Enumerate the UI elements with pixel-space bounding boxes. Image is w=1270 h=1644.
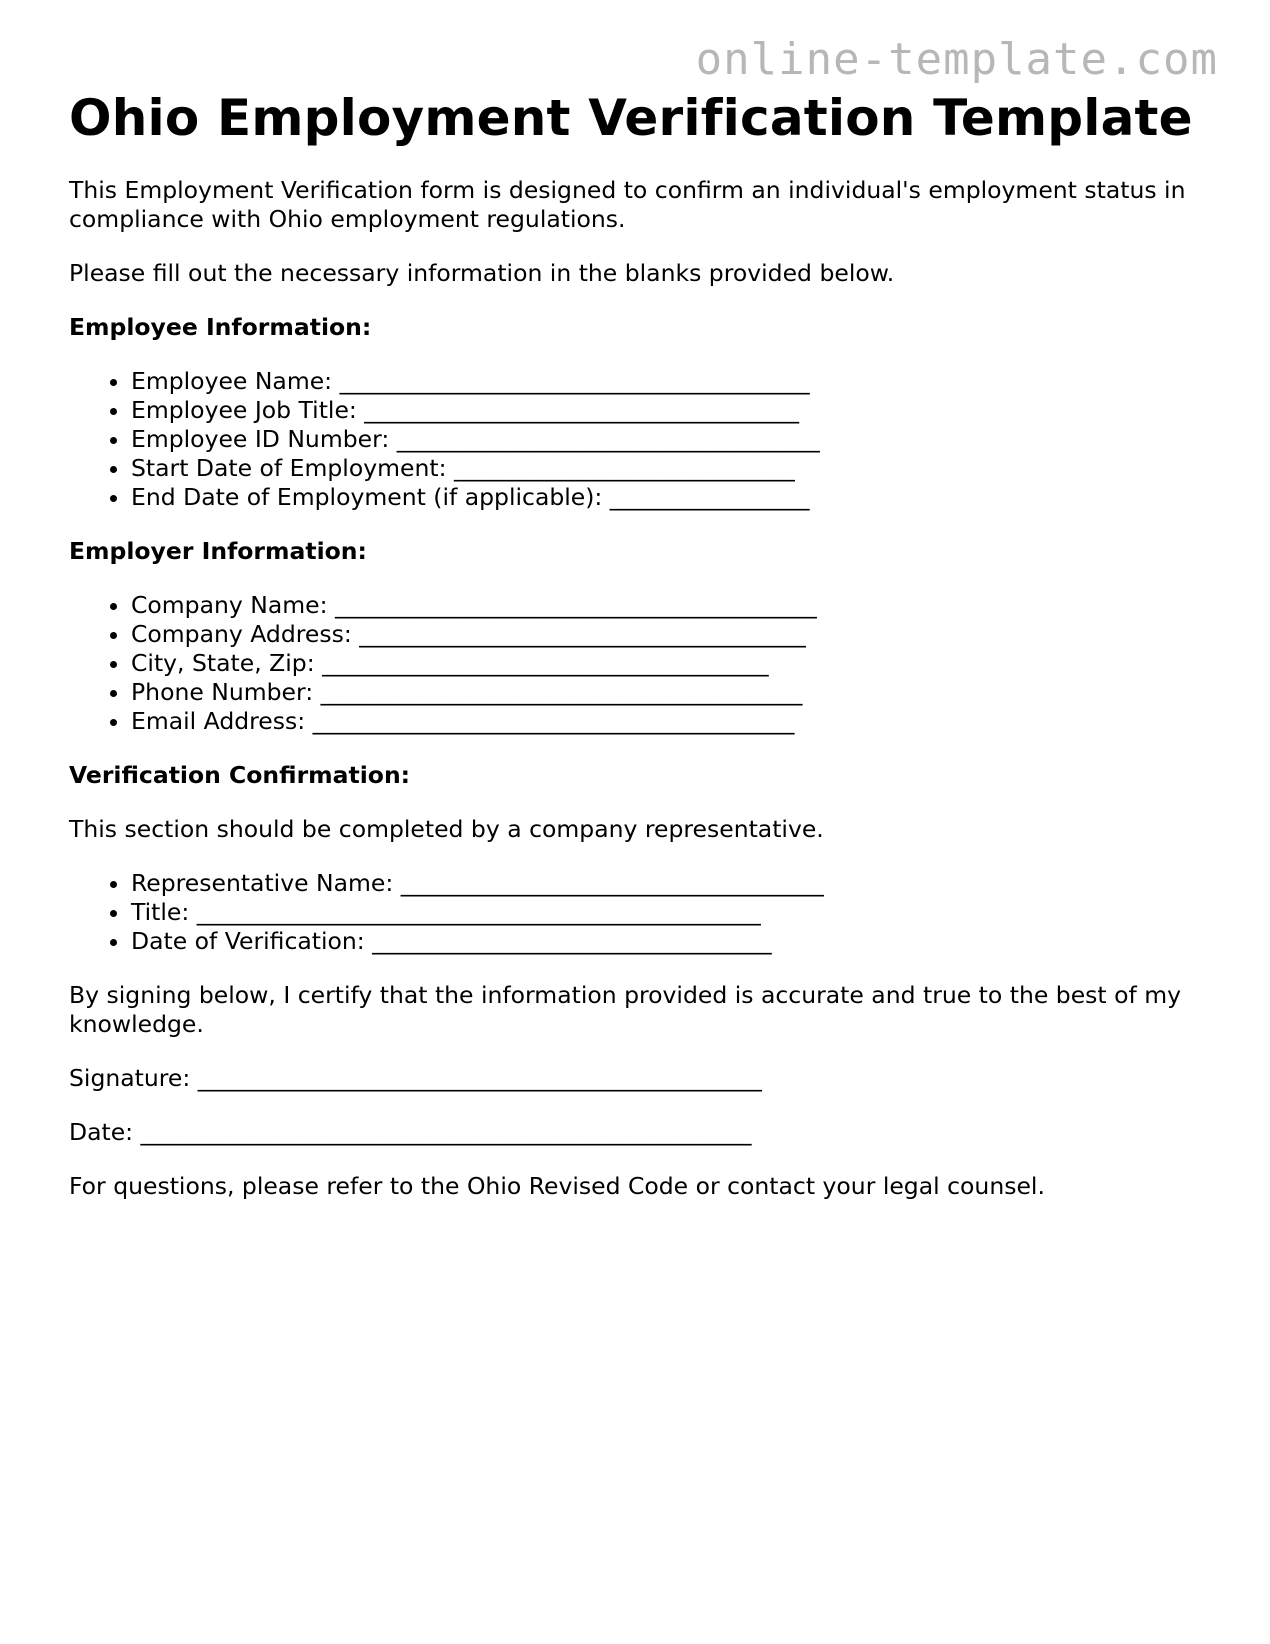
representative-name-field[interactable]: • Representative Name: ____________________________________: [131, 869, 1219, 898]
email-address-field[interactable]: • Email Address: _________________________________________: [131, 707, 1219, 736]
document-title: Ohio Employment Verification Template: [69, 89, 1193, 147]
verification-note: This section should be completed by a company representative.: [69, 815, 824, 843]
signature-field[interactable]: Signature: ________________________________________________: [69, 1064, 762, 1092]
employee-fields-list: [69, 367, 1219, 512]
company-name-field[interactable]: • Company Name: _________________________________________: [131, 591, 1219, 620]
intro-paragraph: This Employment Verification form is designed to confirm an individual's employment status in compliance with Ohio employment regulations.: [69, 176, 1186, 233]
verification-date-field[interactable]: • Date of Verification: __________________________________: [131, 927, 1219, 956]
company-address-field[interactable]: • Company Address: ______________________________________: [131, 620, 1219, 649]
phone-number-field[interactable]: • Phone Number: _________________________________________: [131, 678, 1219, 707]
footer-note: For questions, please refer to the Ohio Revised Code or contact your legal counsel.: [69, 1172, 1045, 1200]
employer-section-heading: Employer Information:: [69, 537, 367, 565]
employee-id-field[interactable]: • Employee ID Number: ____________________________________: [131, 425, 1219, 454]
date-field[interactable]: Date: ____________________________________________________: [69, 1118, 752, 1146]
employee-job-title-field[interactable]: • Employee Job Title: _____________________________________: [131, 396, 1219, 425]
employer-fields-list: [69, 591, 1219, 736]
end-date-field[interactable]: • End Date of Employment (if applicable): _________________: [131, 483, 1219, 512]
verification-section-heading: Verification Confirmation:: [69, 761, 411, 789]
representative-title-field[interactable]: • Title: ________________________________________________: [131, 898, 1219, 927]
document-page: [69, 88, 1219, 1201]
employee-section-heading: Employee Information:: [69, 313, 372, 341]
watermark: online-template.com: [695, 34, 1218, 85]
certification-statement: By signing below, I certify that the information provided is accurate and true to the best of my knowledge.: [69, 981, 1182, 1038]
start-date-field[interactable]: • Start Date of Employment: _____________________________: [131, 454, 1219, 483]
verification-fields-list: [69, 869, 1219, 956]
city-state-zip-field[interactable]: • City, State, Zip: ______________________________________: [131, 649, 1219, 678]
employee-name-field[interactable]: • Employee Name: ________________________________________: [131, 367, 1219, 396]
instructions-paragraph: Please fill out the necessary information in the blanks provided below.: [69, 259, 895, 287]
